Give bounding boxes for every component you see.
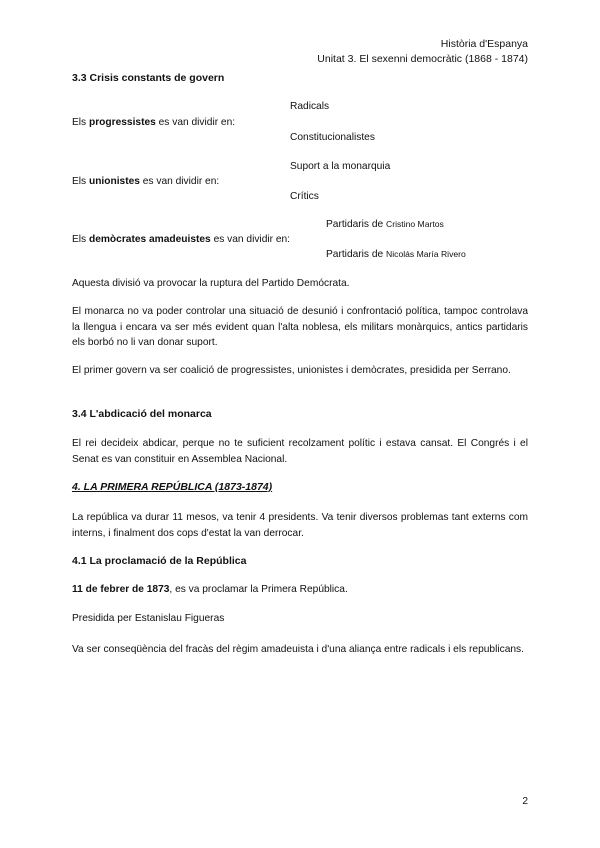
section-4-1-heading: 4.1 La proclamació de la República — [72, 555, 247, 567]
paragraph-consequencia: Va ser conseqüència del fracàs del règim amadeuista i d'una aliança entre radicals i els republicans. — [72, 644, 524, 655]
progressistes-suffix: es van dividir en: — [155, 117, 236, 128]
democrates-line — [72, 234, 290, 245]
unionistes-suffix: es van dividir en: — [139, 176, 220, 187]
presidida-line: Presidida per Estanislau Figueras — [72, 613, 225, 624]
proclamacio-line — [72, 584, 348, 595]
progressistes-option-constitucionalistes: Constitucionalistes — [290, 132, 375, 143]
democrates-option-martos — [326, 219, 444, 230]
paragraph-primer-govern: El primer govern va ser coalició de progressistes, unionistes i demòcrates, presidida per Serrano. — [72, 365, 511, 376]
paragraph-monarca: El monarca no va poder controlar una situació de desunió i confrontació política, tampoc controlava la llengua i encara va ser més evident quan l'alta noblesa, els militars monàrquics, antics partidaris els borbó no li van donar suport. — [72, 306, 528, 348]
democrates-bold: demòcrates amadeuistes — [88, 234, 211, 245]
page-number: 2 — [522, 796, 528, 807]
rivero-name: Nicolás María Rivero — [386, 249, 466, 259]
section-3-3-heading: 3.3 Crisis constants de govern — [72, 72, 225, 84]
unionistes-option-critics: Crítics — [290, 191, 319, 202]
rivero-lead: Partidaris de — [326, 249, 387, 260]
section-4-heading: 4. LA PRIMERA REPÚBLICA (1873-1874) — [72, 481, 273, 493]
democrates-suffix: es van dividir en: — [210, 234, 291, 245]
progressistes-bold: progressistes — [88, 117, 156, 128]
section-3-4-heading: 3.4 L'abdicació del monarca — [72, 408, 212, 420]
proclamacio-date: 11 de febrer de 1873 — [72, 584, 170, 595]
martos-name: Cristino Martos — [386, 219, 444, 229]
progressistes-option-radicals: Radicals — [290, 101, 330, 112]
header-unit: Unitat 3. El sexenni democràtic (1868 - 1874) — [317, 53, 528, 65]
unionistes-option-suport: Suport a la monarquia — [290, 161, 391, 172]
unionistes-bold: unionistes — [88, 176, 140, 187]
martos-lead: Partidaris de — [326, 219, 387, 230]
paragraph-divisio: Aquesta divisió va provocar la ruptura del Partido Demócrata. — [72, 278, 350, 289]
paragraph-republica: La república va durar 11 mesos, va tenir 4 presidents. Va tenir diversos problemas tant externs com interns, i finalment dos cops d'estat la van derrocar. — [72, 512, 528, 539]
democrates-prefix: Els — [72, 234, 89, 245]
progressistes-line — [72, 117, 235, 128]
democrates-option-rivero — [326, 249, 466, 260]
progressistes-prefix: Els — [72, 117, 89, 128]
paragraph-abdicacio: El rei decideix abdicar, perque no te suficient recolzament polític i estava cansat. El Congrés i el Senat es van constituir en Assemblea Nacional. — [72, 438, 528, 465]
unionistes-line — [72, 176, 219, 187]
unionistes-prefix: Els — [72, 176, 89, 187]
proclamacio-rest: , es va proclamar la Primera República. — [169, 584, 348, 595]
header-title: Història d'Espanya — [440, 38, 528, 50]
